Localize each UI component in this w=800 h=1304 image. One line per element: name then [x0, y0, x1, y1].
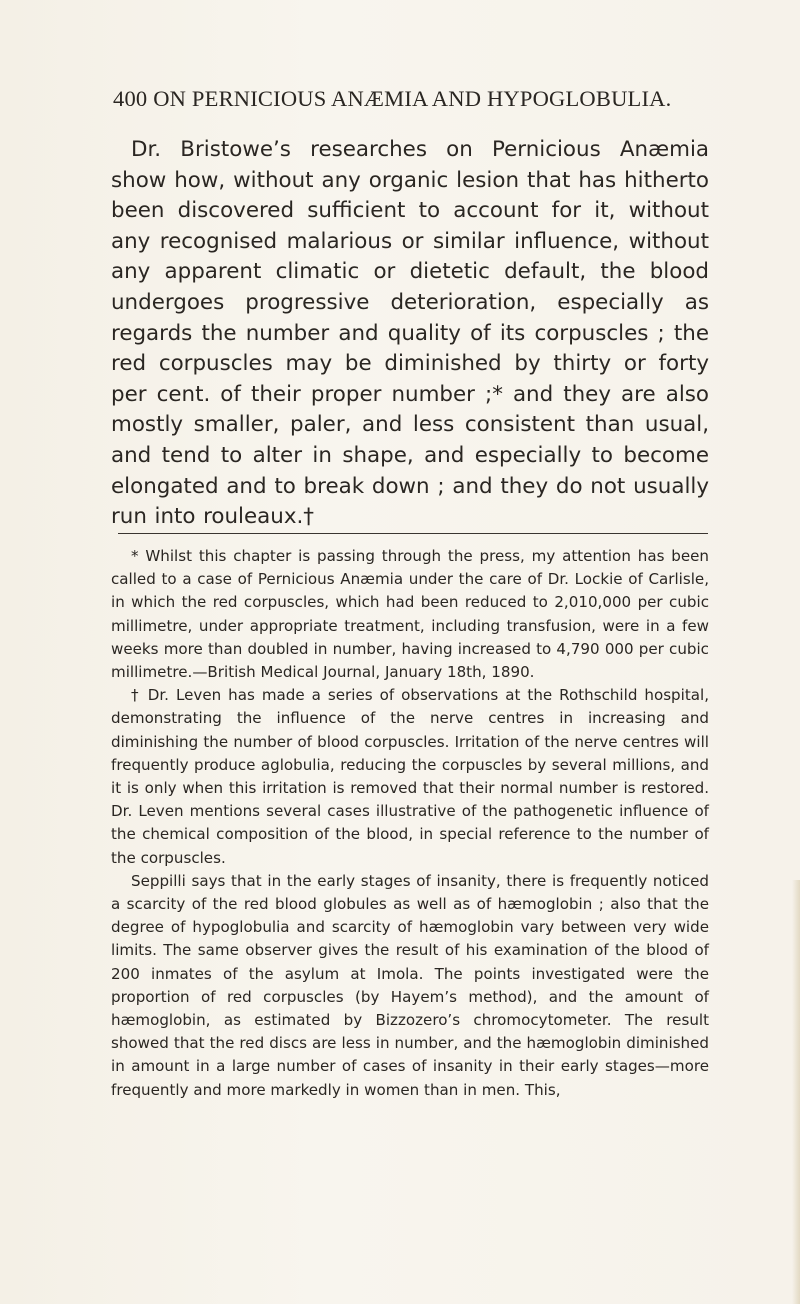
main-paragraph: Dr. Bristowe’s researches on Pernicious Anæmia show how, without any organic lesion that has hitherto been discovered sufficient to account for it, without any recognised malarious or similar influence, without any apparent climatic or dietetic default, the blood undergoes progressive deterioration, especially as regards the number and quality of its corpuscles ; the red corpuscles may be diminished by thirty or forty per cent. of their proper number ;* and they are also mostly smaller, paler, and less consistent than usual, and tend to alter in shape, and especially to become elongated and to break down ; and they do not usually run into rouleaux.†: [111, 137, 709, 530]
footnote-seppilli: Seppilli says that in the early stages of insanity, there is frequently noticed a scarcity of the red blood globules as well as of hæmoglobin ; also that the degree of hypoglobulia and scarcity of hæmoglobin vary between very wide limits. The same observer gives the result of his examination of the blood of 200 inmates of the asylum at Imola. The points investigated were the proportion of red corpuscles (by Hayem’s method), and the amount of hæmoglobin, as estimated by Bizzozero’s chromocytometer. The result showed that the red discs are less in number, and the hæmoglobin diminished in amount in a large number of cases of insanity in their early stages—more frequently and more markedly in women than in men. This,: [111, 871, 709, 1099]
footnote-dagger: † Dr. Leven has made a series of observations at the Rothschild hospital, demonstrating the influence of the nerve centres in increasing and diminishing the number of blood corpuscles. Irritation of the nerve centres will frequently produce aglobulia, reducing the corpuscles by several millions, and it is only when this irritation is removed that their normal number is restored. Dr. Leven mentions several cases illustrative of the pathogenetic influence of the chemical composition of the blood, in special reference to the number of the corpuscles.: [111, 686, 709, 867]
footnote-asterisk: * Whilst this chapter is passing through the press, my attention has been called to a case of Pernicious Anæmia under the care of Dr. Lockie of Carlisle, in which the red corpuscles, which had been reduced to 2,010,000 per cubic millimetre, under appropriate treatment, including transfusion, were in a few weeks more than doubled in number, having increased to 4,790 000 per cubic millimetre.—British Medical Journal, January 18th, 1890.: [111, 547, 709, 682]
footnotes: [111, 545, 709, 1102]
running-title: ON PERNICIOUS ANÆMIA AND HYPOGLOBULIA.: [153, 86, 672, 111]
page-number: 400: [113, 86, 148, 111]
running-header: [113, 86, 713, 112]
page-edge-shadow: [792, 880, 800, 1304]
footnote-separator: [118, 533, 708, 534]
